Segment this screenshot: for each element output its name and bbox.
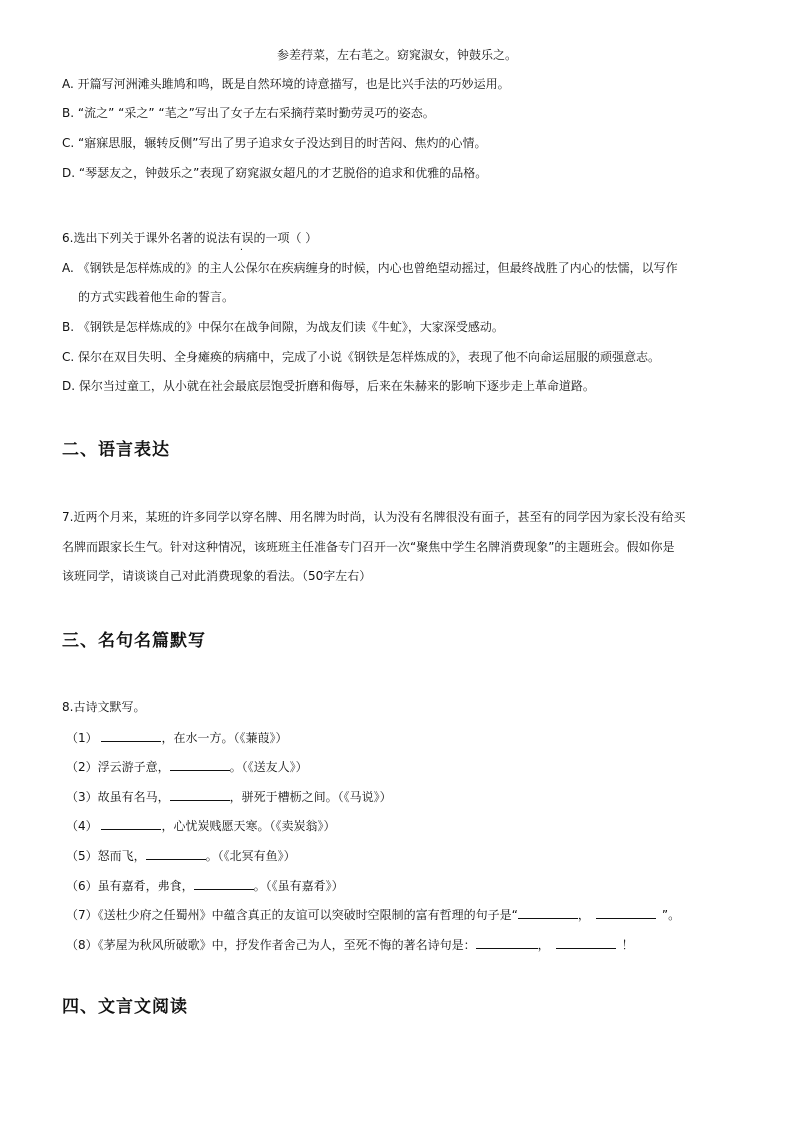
q5-option-c: C. “寤寐思服，辗转反侧”写出了男子追求女子没达到目的时苦闷、焦灼的心情。 xyxy=(62,136,487,150)
answer-blank[interactable] xyxy=(556,936,616,949)
q8-item-7-pre: （7）《送杜少府之任蜀州》中蕴含真正的友谊可以突破时空限制的富有哲理的句子是“ xyxy=(66,908,518,922)
q8-item-6-post: 。（《虽有嘉肴》） xyxy=(253,879,344,893)
q6-option-c: C. 保尔在双目失明、全身瘫痪的病痛中，完成了小说《钢铁是怎样炼成的》，表现了他不向命运屈服的顽强意志。 xyxy=(62,350,661,364)
q6-option-d: D. 保尔当过童工，从小就在社会最底层饱受折磨和侮辱，后来在朱赫来的影响下逐步走上革命道路。 xyxy=(62,379,595,393)
q8-item-5-pre: （5）怒而飞， xyxy=(66,849,146,863)
q8-item-4 xyxy=(66,817,335,834)
q6-option-a: A. 《钢铁是怎样炼成的》的主人公保尔在疾病缠身的时候，内心也曾绝望动摇过，但最终战胜了内心的怯懦，以写作 xyxy=(62,261,678,275)
answer-blank[interactable] xyxy=(146,847,206,860)
q8-item-5-post: 。（《北冥有鱼》） xyxy=(205,849,296,863)
q8-item-1-post: ，在水一方。（《蒹葭》） xyxy=(161,731,288,745)
q7-line-2: 名牌而跟家长生气。针对这种情况，该班班主任准备专门召开一次“聚焦中学生名牌消费现象”的主题班会。假如你是 xyxy=(62,540,675,554)
q8-item-7-sep: ， xyxy=(577,908,590,922)
answer-blank[interactable] xyxy=(101,817,161,830)
poem-line: 参差荇菜，左右芼之。窈窕淑女，钟鼓乐之。 xyxy=(276,48,517,62)
answer-blank[interactable] xyxy=(101,729,161,742)
q8-item-8-sep: ， xyxy=(537,938,550,952)
q8-item-3 xyxy=(66,788,392,805)
q8-item-1 xyxy=(66,729,287,746)
q8-item-4-post: ，心忧炭贱愿天寒。（《卖炭翁》） xyxy=(161,819,336,833)
q8-stem: 8.古诗文默写。 xyxy=(62,700,146,714)
q5-option-a: A. 开篇写河洲滩头雎鸠和鸣，既是自然环境的诗意描写，也是比兴手法的巧妙运用。 xyxy=(62,77,510,91)
q8-item-3-pre: （3）故虽有名马， xyxy=(66,790,170,804)
q8-item-1-pre: （1） xyxy=(66,731,102,745)
q8-item-2-post: 。（《送友人》） xyxy=(229,760,308,774)
q8-item-7-post: ”。 xyxy=(661,908,681,922)
section-heading-2: 二、语言表达 xyxy=(62,440,170,460)
answer-blank[interactable] xyxy=(476,936,538,949)
q8-item-2 xyxy=(66,758,308,775)
q6-stem-before: 6.选出下列关于课外名著的说法 xyxy=(62,231,230,245)
answer-blank[interactable] xyxy=(170,788,230,801)
q8-item-6 xyxy=(66,877,344,894)
answer-blank[interactable] xyxy=(194,877,254,890)
q8-item-6-pre: （6）虽有嘉肴，弗食， xyxy=(66,879,194,893)
q5-option-b: B. “流之” “采之” “芼之”写出了女子左右采摘荇菜时勤劳灵巧的姿态。 xyxy=(62,106,435,120)
q7-line-3: 该班同学，请谈谈自己对此消费现象的看法。（50字左右） xyxy=(62,569,372,583)
q6-option-a-cont: 的方式实践着他生命的誓言。 xyxy=(78,290,235,304)
answer-blank[interactable] xyxy=(596,906,656,919)
q7-line-1: 7.近两个月来，某班的许多同学以穿名牌、用名牌为时尚，认为没有名牌很没有面子，甚至有的同学因为家长没有给买 xyxy=(62,510,686,524)
q8-item-7 xyxy=(66,906,680,923)
q8-item-2-pre: （2）浮云游子意， xyxy=(66,760,170,774)
q8-item-3-post: ，骈死于槽枥之间。（《马说》） xyxy=(229,790,392,804)
section-heading-3: 三、名句名篇默写 xyxy=(62,631,206,651)
q6-stem-after: 的一项（ ） xyxy=(253,231,318,245)
answer-blank[interactable] xyxy=(170,758,230,771)
q8-item-4-pre: （4） xyxy=(66,819,102,833)
q5-option-d: D. “琴瑟友之，钟鼓乐之”表现了窈窕淑女超凡的才艺脱俗的追求和优雅的品格。 xyxy=(62,166,488,180)
q6-option-b: B. 《钢铁是怎样炼成的》中保尔在战争间隙，为战友们读《牛虻》，大家深受感动。 xyxy=(62,320,504,334)
q8-item-5 xyxy=(66,847,296,864)
q6-stem-emphasis: 有误 xyxy=(229,231,254,245)
q6-stem xyxy=(62,230,317,246)
q8-item-8-pre: （8）《茅屋为秋风所破歌》中，抒发作者舍己为人，至死不悔的著名诗句是： xyxy=(66,938,476,952)
answer-blank[interactable] xyxy=(518,906,578,919)
section-heading-4: 四、文言文阅读 xyxy=(62,997,188,1017)
q8-item-8 xyxy=(66,936,634,953)
q8-item-8-post: ！ xyxy=(621,938,634,952)
